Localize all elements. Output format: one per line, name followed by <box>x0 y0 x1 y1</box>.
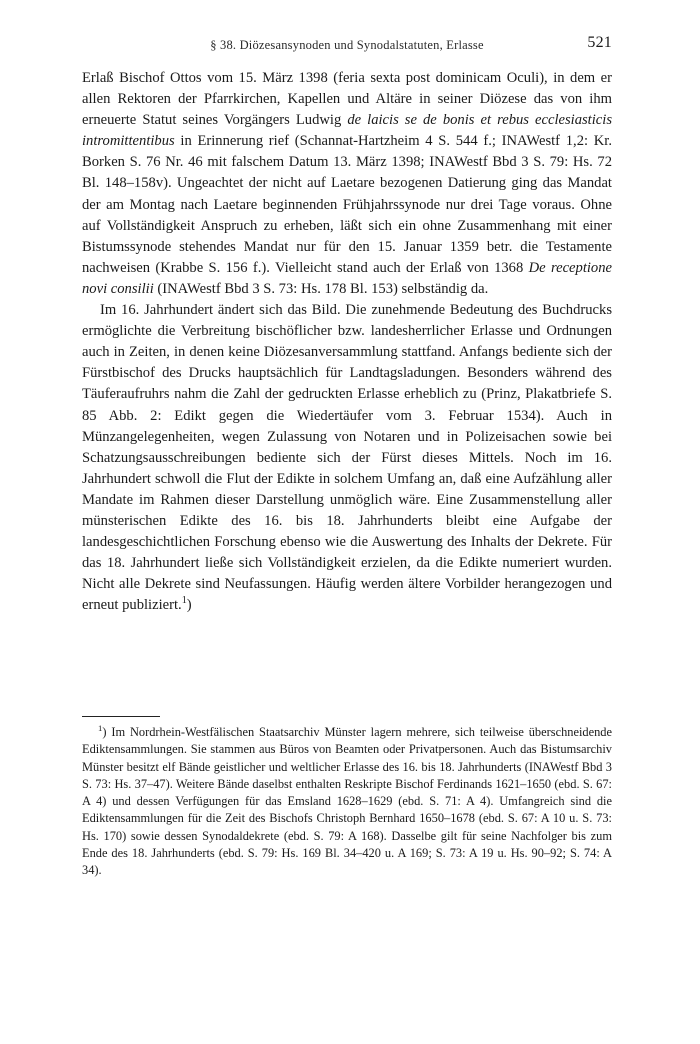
paragraph-1-text-c: (INAWestf Bbd 3 S. 73: Hs. 178 Bl. 153) selbständig da. <box>153 280 489 297</box>
footnote-divider <box>82 716 160 717</box>
paragraph-1-italic-phrase-1: de laicis se de bonis et rebus ecclesiasticis intromittentibus <box>82 112 613 150</box>
running-head <box>82 30 612 56</box>
footnote-1 <box>82 724 612 880</box>
paragraph-1 <box>82 68 612 300</box>
footnote-text: Im Nordrhein-Westfälischen Staatsarchiv Münster lagern mehrere, sich teilweise überschneidende Ediktensammlungen. Sie stammen aus Büros von Beamten oder Privatpersonen. Auch das Bistumsarchiv Münster besitzt elf Bände geistlicher und weltlicher Erlasse des 16. bis 18. Jahrhunderts (INAWestf Bbd 3 S. 73: Hs. 37–47). Weitere Bände daselbst enthalten Reskripte Bischof Ferdinands 1621–1650 (ebd. S. 67: A 4) und dessen Verfügungen für das Emsland 1628–1629 (ebd. S. 71: A 4). Umfangreich sind die Ediktensammlungen für die Zeit des Bischofs Christoph Bernhard 1650–1678 (ebd. S. 67: A 10 u. S. 73: Hs. 170) sowie dessen Synodaldekrete (ebd. S. 79: A 168). Dasselbe gilt für seine Nachfolger bis zum Ende des 18. Jahrhunderts (ebd. S. 79: Hs. 169 Bl. 34–420 u. A 169; S. 73: A 19 u. Hs. 90–92; S. 74: A 34). <box>82 725 612 878</box>
paragraph-2-tail: ) <box>186 597 192 614</box>
page-number: 521 <box>587 34 612 51</box>
body-text <box>82 68 612 616</box>
paragraph-1-italic-phrase-2: De receptione novi consilii <box>82 259 613 297</box>
running-title: § 38. Diözesansynoden und Synodalstatuten, Erlasse <box>210 38 484 52</box>
paragraph-1-text-a: Erlaß Bischof Ottos vom 15. März 1398 (feria sexta post dominicam Oculi), in dem er allen Rektoren der Pfarrkirchen, Kapellen und Altäre in seiner Diözese das von ihm erneuerte Statut seines Vorgängers Ludwig <box>82 70 612 129</box>
footnotes <box>82 724 612 880</box>
footnote-marker-close: ) <box>102 725 107 739</box>
footnote-reference[interactable]: 1 <box>181 595 187 607</box>
paragraph-2-text: Im 16. Jahrhundert ändert sich das Bild. Die zunehmende Bedeutung des Buchdrucks ermöglichte die Verbreitung bischöflicher bzw. landesherrlicher Erlasse und Ordnungen auch in Zeiten, in denen keine Diözesanversammlung stattfand. Anfangs bediente sich der Fürstbischof des Drucks hauptsächlich für Landtagsladungen. Besonders während des Täuferaufruhrs nahm die Zahl der gedruckten Erlasse erheblich zu (Prinz, Plakatbriefe S. 85 Abb. 2: Edikt gegen die Wiedertäufer vom 3. Februar 1534). Auch in Münzangelegenheiten, wegen Zulassung von Notaren und in Polizeisachen sowie bei Schatzungsausschreibungen bediente sich der Fürst dieses Mittels. Noch im 16. Jahrhundert schwoll die Flut der Edikte in solchem Umfang an, daß eine Aufzählung aller Mandate im Rahmen dieser Darstellung unmöglich wäre. Eine Zusammenstellung aller münsterischen Edikte des 16. bis 18. Jahrhunderts bleibt eine Aufgabe der landesgeschichtlichen Forschung ebenso wie die Auswertung des Inhalts der Dekrete. Für das 18. Jahrhundert ließe sich Vollständigkeit erzielen, da die Edikte numeriert wurden. Nicht alle Dekrete sind Neufassungen. Häufig werden ältere Vorbilder herangezogen und erneut publiziert. <box>82 302 612 614</box>
document-page <box>82 30 613 878</box>
footnote-marker: 1 <box>98 722 103 733</box>
paragraph-1-text-b: in Erinnerung rief (Schannat-Hartzheim 4 S. 544 f.; INAWestf 1,2: Kr. Borken S. 76 Nr. 46 mit falschem Datum 13. März 1398; INAWestf Bbd 3 S. 79: Hs. 72 Bl. 148–158v). Ungeachtet der nicht auf Laetare bezogenen Datierung ging das Mandat der am Montag nach Laetare beginnenden Frühjahrssynode nur drei Tage voraus. Ohne auf Vollständigkeit Anspruch zu erheben, läßt sich ein ohne Zusammenhang mit einer Bistumssynode stehendes Mandat nur für den 15. Januar 1359 betr. die Testamente nachweisen (Krabbe S. 156 f.). Vielleicht stand auch der Erlaß von 1368 <box>82 133 612 276</box>
paragraph-2 <box>82 300 612 616</box>
